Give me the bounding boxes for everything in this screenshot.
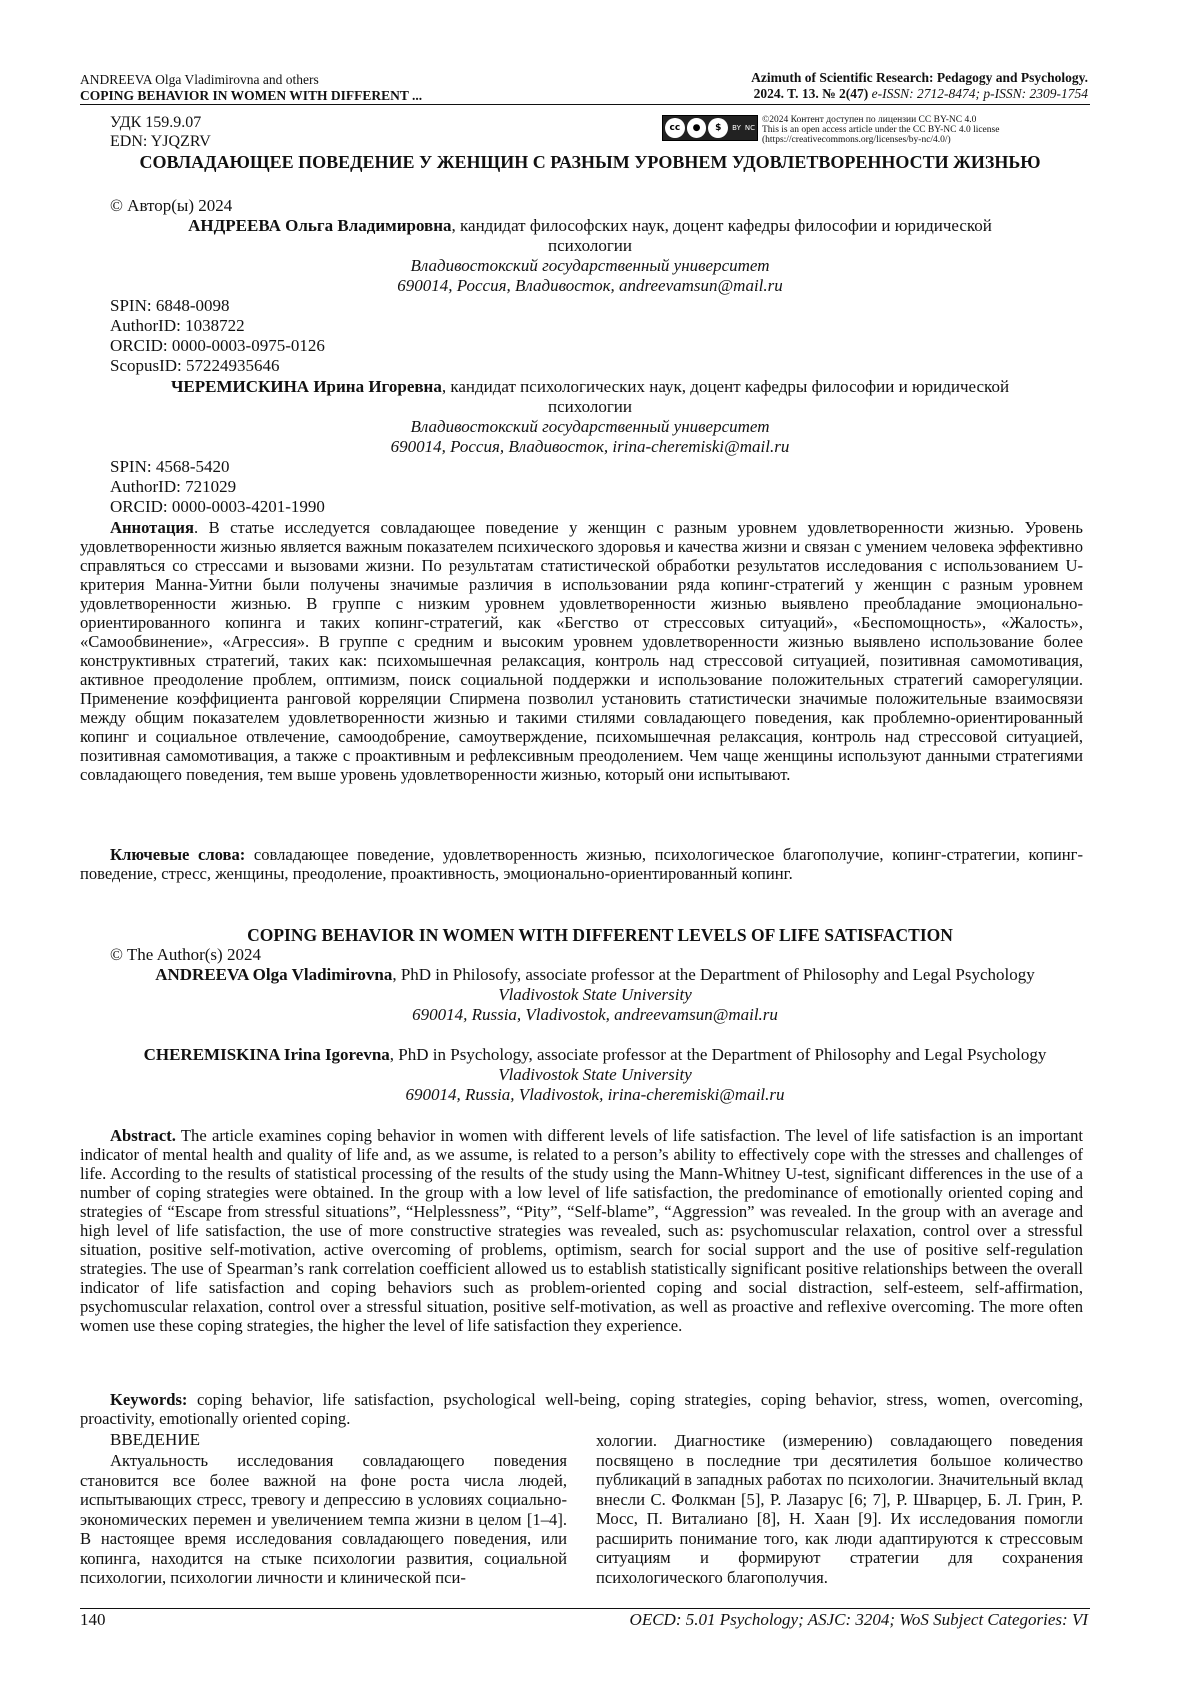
abstract-ru-text: . В статье исследуется совладающее поведение у женщин с разным уровнем удовлетворенности жизнью. Уровень удовлетворенности жизнью является важным показателем психического здоровья и качества жизни и связан с умением человека эффективно справляться со стрессами и вызовами жизни. По результатам статистической обработки результатов исследования с использованием U-критерия Манна-Уитни были получены значимые различия в использовании ряда копинг-стратегий у женщин с разным уровнем удовлетворенности жизнью. В группе с низким уровнем удовлетворенности жизнью выявлено преобладание эмоционально-ориентированного копинга и таких копинг-стратегий, как «Бегство от стрессовых ситуаций», «Беспомощность», «Жалость», «Самообвинение», «Агрессия». В группе с средним и высоким уровнем удовлетворенности жизнью выявлено использование более конструктивных стратегий, таких как: психомышечная релаксация, контроль над стрессовой ситуацией, позитивная самомотивация, активное преодоление проблем, оптимизм, поиск социальной поддержки и использование положительных стратегий саморегуляции. Применение коэффициента ранговой корреляции Спирмена позволил установить статистически значимые положительные взаимосвязи между общим показателем удовлетворенности жизнью и такими стилями совладающего поведения, как проблемно-ориентированный копинг и социальное отвлечение, самоодобрение, самоутверждение, психомышечная релаксация, контроль над стрессовой ситуацией, позитивная самомотивация, а также с проактивным и рефлексивным преодолением. Чем чаще женщины используют данными стратегиями совладающего поведения, тем выше уровень удовлетворенности жизнью, который они испытывают. [80,518,1083,784]
udk-code: УДК 159.9.07 [110,114,202,131]
author2-orcid: ORCID: 0000-0003-4201-1990 [110,497,325,516]
abstract-ru [80,518,1083,784]
license-line-en: This is an open access article under the CC BY-NC 4.0 license [762,125,1000,135]
keywords-en-label: Keywords: [110,1390,188,1409]
author2-en-line [110,1045,1080,1065]
cc-by-nc-badge[interactable] [662,115,758,141]
abstract-en [80,1126,1083,1335]
author2-en [110,1045,1080,1105]
author1-ru [160,216,1020,296]
author2-en-address[interactable]: 690014, Russia, Vladivostok, irina-cheremiski@mail.ru [405,1085,785,1104]
author1-scopusid: ScopusID: 57224935646 [110,356,280,375]
section-heading-introduction: ВВЕДЕНИЕ [110,1430,200,1449]
license-text [762,115,1092,145]
author1-authorid: AuthorID: 1038722 [110,316,245,335]
author1-orcid: ORCID: 0000-0003-0975-0126 [110,336,325,355]
author2-spin: SPIN: 4568-5420 [110,457,230,476]
header-authors: ANDREEVA Olga Vladimirovna and others [80,72,319,87]
author2-ru-desc: , кандидат психологических наук, доцент кафедры философии и юридической психологии [441,377,1010,416]
author1-ru-line [160,216,1020,256]
udk-block [110,113,211,151]
by-icon: ● [687,118,707,138]
author1-ru-desc: , кандидат философских наук, доцент кафедры философии и юридической психологии [451,216,992,255]
header-rule [80,104,1090,105]
journal-volume-line [528,86,1088,102]
journal-issn: e-ISSN: 2712-8474; p-ISSN: 2309-1754 [871,86,1088,101]
author1-en [110,965,1080,1025]
copyright-en: © The Author(s) 2024 [110,945,261,964]
author2-en-name: CHEREMISKINA Irina Igorevna [143,1045,390,1064]
author1-ru-univ: Владивостокский государственный университет [410,256,770,275]
author2-en-univ: Vladivostok State University [498,1065,692,1084]
author2-en-desc: , PhD in Psychology, associate professor at the Department of Philosophy and Legal Psychology [389,1045,1047,1064]
keywords-en-text: coping behavior, life satisfaction, psychological well-being, coping strategies, coping behavior, stress, women, overcoming, proactivity, emotionally oriented coping. [80,1390,1083,1428]
article-title-ru: СОВЛАДАЮЩЕЕ ПОВЕДЕНИЕ У ЖЕНЩИН С РАЗНЫМ УРОВНЕМ УДОВЛЕТВОРЕННОСТИ ЖИЗНЬЮ [139,152,1041,172]
running-header-right [528,70,1088,102]
abstract-ru-label: Аннотация [110,518,194,537]
author1-ids [110,296,325,376]
author1-en-desc: , PhD in Philosofy, associate professor at the Department of Philosophy and Legal Psychology [392,965,1035,984]
subject-classification: OECD: 5.01 Psychology; ASJC: 3204; WoS Subject Categories: VI [629,1610,1088,1629]
journal-title: Azimuth of Scientific Research: Pedagogy and Psychology. [751,70,1088,85]
author1-en-address[interactable]: 690014, Russia, Vladivostok, andreevamsun@mail.ru [412,1005,778,1024]
keywords-en [80,1390,1083,1428]
footer-rule [80,1608,1090,1609]
author1-ru-name: АНДРЕЕВА Ольга Владимировна [188,216,452,235]
badge-nc-label: NC [744,124,755,132]
abstract-en-text: The article examines coping behavior in women with different levels of life satisfaction. The level of life satisfaction is an important indicator of mental health and quality of life and, as we assume, is related to a person’s ability to effectively cope with the stresses and challenges of life. According to the results of statistical processing of the results of the study using the Mann-Whitney U-test, significant differences in the use of a number of coping strategies were obtained. In the group with a low level of life satisfaction, the predominance of emotionally oriented coping and strategies of “Escape from stressful situations”, “Helplessness”, “Pity”, “Self-blame”, “Aggression” was revealed. In the group with an average and high level of life satisfaction, the use of more constructive strategies was revealed, such as: psychomuscular relaxation, control over a stressful situation, positive self-motivation, active overcoming of problems, optimism, search for social support and the use of positive self-regulation strategies. The use of Spearman’s rank correlation coefficient allowed us to establish statistically significant positive relationships between the overall indicator of life satisfaction and coping behaviors such as problem-oriented coping and social distraction, self-esteem, self-affirmation, psychomuscular relaxation, control over a stressful situation, positive self-motivation, as well as proactive and reflexive overcoming. The more often women use these coping strategies, the higher the level of life satisfaction they experience. [80,1126,1083,1335]
author1-en-univ: Vladivostok State University [498,985,692,1004]
keywords-ru-text: совладающее поведение, удовлетворенность жизнью, психологическое благополучие, копинг-стратегии, копинг-поведение, стресс, женщины, преодоление, проактивность, эмоционально-ориентированный копинг. [80,845,1084,883]
author1-spin: SPIN: 6848-0098 [110,296,230,315]
journal-volume: 2024. T. 13. № 2(47) [753,86,869,101]
body-column-right: хологии. Диагностике (измерению) совладающего поведения посвящено в последние три десятилетия большое количество публикаций в западных работах по психологии. Значительный вклад внесли С. Фолкман [5], Р. Лазарус [6; 7], Р. Шварцер, Б. Л. Грин, Р. Мосс, П. Виталиано [8], Н. Хаан [9]. Их исследования помогли расширить понимание того, как люди адаптируются к стрессовым ситуациям и формируют стратегии для сохранения психологического благополучия. [596,1431,1083,1587]
copyright-ru: © Автор(ы) 2024 [110,196,233,215]
author2-ru [160,377,1020,457]
author1-ru-address[interactable]: 690014, Россия, Владивосток, andreevamsun@mail.ru [397,276,783,295]
author2-ru-address[interactable]: 690014, Россия, Владивосток, irina-cheremiski@mail.ru [390,437,790,456]
author2-ru-name: ЧЕРЕМИСКИНА Ирина Игоревна [170,377,442,396]
license-block [662,115,1092,145]
page-number: 140 [80,1610,106,1629]
cc-icon: cc [665,118,685,138]
body-column-left: Актуальность исследования совладающего поведения становится все более важной на фоне роста числа людей, испытывающих стресс, тревогу и депрессию в условиях социально-экономических перемен и увеличением темпа жизни в целом [1–4]. В настоящее время исследования совладающего поведения, или копинга, находится на стыке психологии развития, социальной психологии, психологии личности и клинической пси- [80,1451,567,1587]
author1-en-name: ANDREEVA Olga Vladimirovna [155,965,393,984]
badge-by-label: BY [732,124,741,132]
keywords-ru-label: Ключевые слова: [110,845,246,864]
edn-code: EDN: YJQZRV [110,133,211,150]
abstract-en-label: Abstract. [110,1126,176,1145]
keywords-ru [80,845,1083,883]
author1-en-line [110,965,1080,985]
license-url[interactable]: (https://creativecommons.org/licenses/by-nc/4.0/) [762,135,951,145]
author2-authorid: AuthorID: 721029 [110,477,237,496]
author2-ru-line [160,377,1020,417]
author2-ru-univ: Владивостокский государственный университет [410,417,770,436]
nc-icon: $ [708,118,728,138]
article-title-en: COPING BEHAVIOR IN WOMEN WITH DIFFERENT LEVELS OF LIFE SATISFACTION [247,925,953,945]
license-line-ru: ©2024 Контент доступен по лицензии CC BY-NC 4.0 [762,115,977,125]
author2-ids [110,457,325,517]
header-short-title: COPING BEHAVIOR IN WOMEN WITH DIFFERENT ... [80,88,423,103]
